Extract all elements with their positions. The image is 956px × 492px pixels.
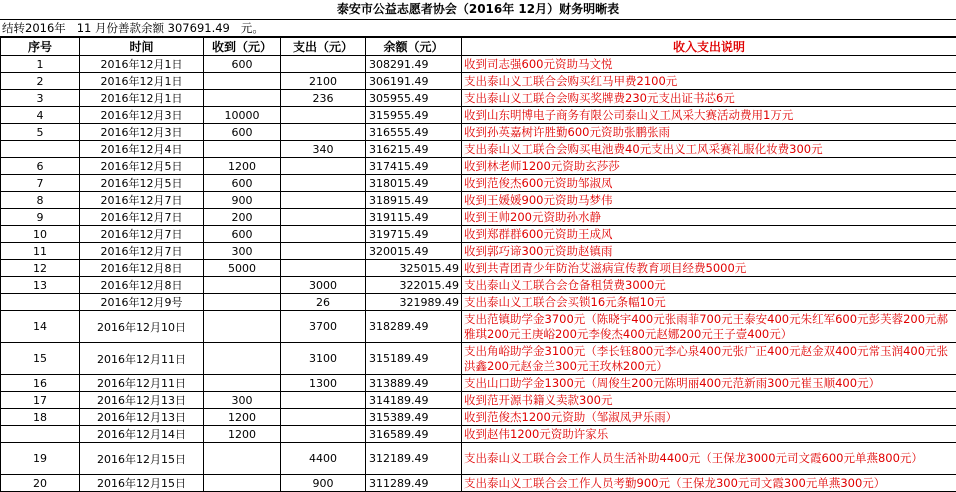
cell-description: 支出山口助学金1300元（周俊生200元陈明丽400元范新雨300元崔玉顺400元）	[462, 375, 956, 392]
cell-description: 收到范俊杰1200元资助（邹淑凤尹乐雨）	[462, 409, 956, 426]
cell-date: 2016年12月8日	[80, 260, 204, 277]
table-row	[1, 141, 956, 158]
cell-date: 2016年12月7日	[80, 192, 204, 209]
cell-description: 收到郑群群600元资助王成风	[462, 226, 956, 243]
cell-date: 2016年12月11日	[80, 343, 204, 375]
cell-income: 1200	[204, 409, 281, 426]
cell-description: 收到王媛媛900元资助马梦伟	[462, 192, 956, 209]
table-row	[1, 73, 956, 90]
cell-expense: 236	[281, 90, 366, 107]
cell-expense	[281, 158, 366, 175]
cell-balance: 308291.49	[366, 56, 462, 73]
cell-balance: 318015.49	[366, 175, 462, 192]
table-row	[1, 107, 956, 124]
cell-description: 支出角峪助学金3100元（李长钰800元李心泉400元张广正400元赵金双400元常玉润400元张洪鑫200元赵金兰300元王玫林200元）	[462, 343, 956, 375]
cell-description: 收到司志强600元资助马文悦	[462, 56, 956, 73]
table-row	[1, 175, 956, 192]
cell-expense: 3000	[281, 277, 366, 294]
cell-income: 200	[204, 209, 281, 226]
cell-date: 2016年12月14日	[80, 426, 204, 443]
cell-date: 2016年12月15日	[80, 443, 204, 475]
cell-expense	[281, 175, 366, 192]
table-row	[1, 311, 956, 343]
cell-expense	[281, 107, 366, 124]
header-income: 收到（元）	[204, 38, 281, 56]
cell-income	[204, 73, 281, 90]
table-row	[1, 260, 956, 277]
cell-income	[204, 375, 281, 392]
cell-seq	[1, 426, 80, 443]
table-row	[1, 375, 956, 392]
cell-balance: 305955.49	[366, 90, 462, 107]
cell-description: 支出泰山义工联合会工作人员生活补助4400元（王保龙3000元司文霞600元单燕800元）	[462, 443, 956, 475]
cell-date: 2016年12月1日	[80, 73, 204, 90]
cell-income: 600	[204, 124, 281, 141]
cell-income	[204, 294, 281, 311]
cell-description: 收到林老师1200元资助玄莎莎	[462, 158, 956, 175]
cell-date: 2016年12月10日	[80, 311, 204, 343]
cell-balance: 316215.49	[366, 141, 462, 158]
cell-date: 2016年12月5日	[80, 158, 204, 175]
cell-date: 2016年12月13日	[80, 409, 204, 426]
cell-description: 收到孙英嘉树许胜勤600元资助张鹏张雨	[462, 124, 956, 141]
cell-expense	[281, 124, 366, 141]
cell-income	[204, 475, 281, 492]
cell-seq: 13	[1, 277, 80, 294]
table-row	[1, 243, 956, 260]
cell-balance: 315389.49	[366, 409, 462, 426]
cell-income	[204, 443, 281, 475]
cell-expense	[281, 56, 366, 73]
cell-expense	[281, 209, 366, 226]
cell-description: 支出泰山义工联合会工作人员考勤900元（王保龙300元司文霞300元单燕300元）	[462, 475, 956, 492]
cell-expense	[281, 260, 366, 277]
table-row	[1, 426, 956, 443]
table-row	[1, 392, 956, 409]
cell-balance: 321989.49	[366, 294, 462, 311]
cell-income: 600	[204, 226, 281, 243]
header-balance: 余额（元）	[366, 38, 462, 56]
cell-description: 收到山东明博电子商务有限公司泰山义工风采大赛活动费用1万元	[462, 107, 956, 124]
cell-date: 2016年12月4日	[80, 141, 204, 158]
cell-date: 2016年12月15日	[80, 475, 204, 492]
table-row	[1, 90, 956, 107]
cell-expense	[281, 409, 366, 426]
cell-seq: 2	[1, 73, 80, 90]
cell-expense	[281, 392, 366, 409]
cell-income	[204, 343, 281, 375]
cell-seq: 11	[1, 243, 80, 260]
table-row	[1, 192, 956, 209]
cell-expense	[281, 426, 366, 443]
cell-seq: 17	[1, 392, 80, 409]
cell-date: 2016年12月9号	[80, 294, 204, 311]
cell-expense: 900	[281, 475, 366, 492]
cell-description: 收到王帅200元资助孙水静	[462, 209, 956, 226]
cell-seq: 20	[1, 475, 80, 492]
finance-table	[0, 37, 956, 492]
table-header-row	[1, 38, 956, 56]
table-row	[1, 56, 956, 73]
cell-date: 2016年12月1日	[80, 56, 204, 73]
cell-income	[204, 90, 281, 107]
cell-date: 2016年12月3日	[80, 107, 204, 124]
cell-income: 1200	[204, 158, 281, 175]
table-row	[1, 158, 956, 175]
cell-balance: 325015.49	[366, 260, 462, 277]
cell-date: 2016年12月7日	[80, 226, 204, 243]
cell-seq: 12	[1, 260, 80, 277]
cell-seq: 4	[1, 107, 80, 124]
cell-expense	[281, 243, 366, 260]
cell-balance: 317415.49	[366, 158, 462, 175]
cell-seq: 10	[1, 226, 80, 243]
cell-income: 600	[204, 175, 281, 192]
cell-expense	[281, 192, 366, 209]
carry-over-balance: 结转2016年 11 月份善款余额 307691.49 元。	[0, 19, 956, 37]
header-date: 时间	[80, 38, 204, 56]
cell-description: 收到赵伟1200元资助许家乐	[462, 426, 956, 443]
cell-date: 2016年12月5日	[80, 175, 204, 192]
cell-description: 收到郭巧谛300元资助赵镇雨	[462, 243, 956, 260]
cell-date: 2016年12月13日	[80, 392, 204, 409]
cell-income: 300	[204, 392, 281, 409]
cell-expense: 3100	[281, 343, 366, 375]
table-row	[1, 475, 956, 492]
table-row	[1, 277, 956, 294]
cell-description: 收到范开源书籍义卖款300元	[462, 392, 956, 409]
cell-description: 支出泰山义工联合会购买红马甲费2100元	[462, 73, 956, 90]
cell-income: 10000	[204, 107, 281, 124]
header-seq: 序号	[1, 38, 80, 56]
cell-balance: 316589.49	[366, 426, 462, 443]
table-row	[1, 409, 956, 426]
cell-balance: 315189.49	[366, 343, 462, 375]
cell-seq: 18	[1, 409, 80, 426]
header-description: 收入支出说明	[462, 38, 956, 56]
cell-seq: 8	[1, 192, 80, 209]
cell-seq: 7	[1, 175, 80, 192]
cell-income: 900	[204, 192, 281, 209]
cell-balance: 320015.49	[366, 243, 462, 260]
cell-balance: 319115.49	[366, 209, 462, 226]
table-row	[1, 226, 956, 243]
cell-balance: 318289.49	[366, 311, 462, 343]
cell-seq: 19	[1, 443, 80, 475]
cell-balance: 312189.49	[366, 443, 462, 475]
cell-balance: 322015.49	[366, 277, 462, 294]
cell-seq	[1, 141, 80, 158]
cell-description: 支出范镇助学金3700元（陈晓宇400元张雨菲700元王泰安400元朱红军600元彭芙蓉200元郝雅琪200元王庚峪200元李俊杰400元赵娜200元王子壹400元）	[462, 311, 956, 343]
cell-expense: 2100	[281, 73, 366, 90]
header-expense: 支出（元）	[281, 38, 366, 56]
cell-expense: 1300	[281, 375, 366, 392]
cell-description: 支出泰山义工联合会买锁16元条幅10元	[462, 294, 956, 311]
cell-seq: 6	[1, 158, 80, 175]
cell-date: 2016年12月11日	[80, 375, 204, 392]
cell-seq: 5	[1, 124, 80, 141]
cell-description: 收到共青团青少年防治艾滋病宣传教育项目经费5000元	[462, 260, 956, 277]
cell-seq: 16	[1, 375, 80, 392]
cell-description: 收到范俊杰600元资助邹淑凤	[462, 175, 956, 192]
cell-balance: 313889.49	[366, 375, 462, 392]
cell-description: 支出泰山义工联合会购买电池费40元支出义工风采赛礼服化妆费300元	[462, 141, 956, 158]
cell-expense: 4400	[281, 443, 366, 475]
table-row	[1, 294, 956, 311]
cell-expense: 26	[281, 294, 366, 311]
cell-income	[204, 277, 281, 294]
cell-seq: 14	[1, 311, 80, 343]
sheet-title: 泰安市公益志愿者协会（2016年 12月）财务明晰表	[0, 0, 956, 20]
table-row	[1, 209, 956, 226]
cell-seq: 1	[1, 56, 80, 73]
cell-seq	[1, 294, 80, 311]
table-row	[1, 343, 956, 375]
table-row	[1, 443, 956, 475]
cell-balance: 318915.49	[366, 192, 462, 209]
cell-income: 600	[204, 56, 281, 73]
cell-description: 支出泰山义工联合会仓备租赁费3000元	[462, 277, 956, 294]
cell-date: 2016年12月8日	[80, 277, 204, 294]
cell-date: 2016年12月1日	[80, 90, 204, 107]
cell-date: 2016年12月7日	[80, 243, 204, 260]
cell-income	[204, 311, 281, 343]
cell-seq: 3	[1, 90, 80, 107]
cell-income: 300	[204, 243, 281, 260]
cell-income	[204, 141, 281, 158]
cell-balance: 319715.49	[366, 226, 462, 243]
cell-income: 5000	[204, 260, 281, 277]
cell-date: 2016年12月3日	[80, 124, 204, 141]
cell-date: 2016年12月7日	[80, 209, 204, 226]
cell-income: 1200	[204, 426, 281, 443]
cell-seq: 15	[1, 343, 80, 375]
cell-seq: 9	[1, 209, 80, 226]
cell-expense: 3700	[281, 311, 366, 343]
cell-balance: 314189.49	[366, 392, 462, 409]
cell-expense: 340	[281, 141, 366, 158]
cell-balance: 311289.49	[366, 475, 462, 492]
cell-balance: 306191.49	[366, 73, 462, 90]
cell-balance: 316555.49	[366, 124, 462, 141]
table-row	[1, 124, 956, 141]
cell-description: 支出泰山义工联合会购买奖牌费230元支出证书芯6元	[462, 90, 956, 107]
cell-expense	[281, 226, 366, 243]
cell-balance: 315955.49	[366, 107, 462, 124]
